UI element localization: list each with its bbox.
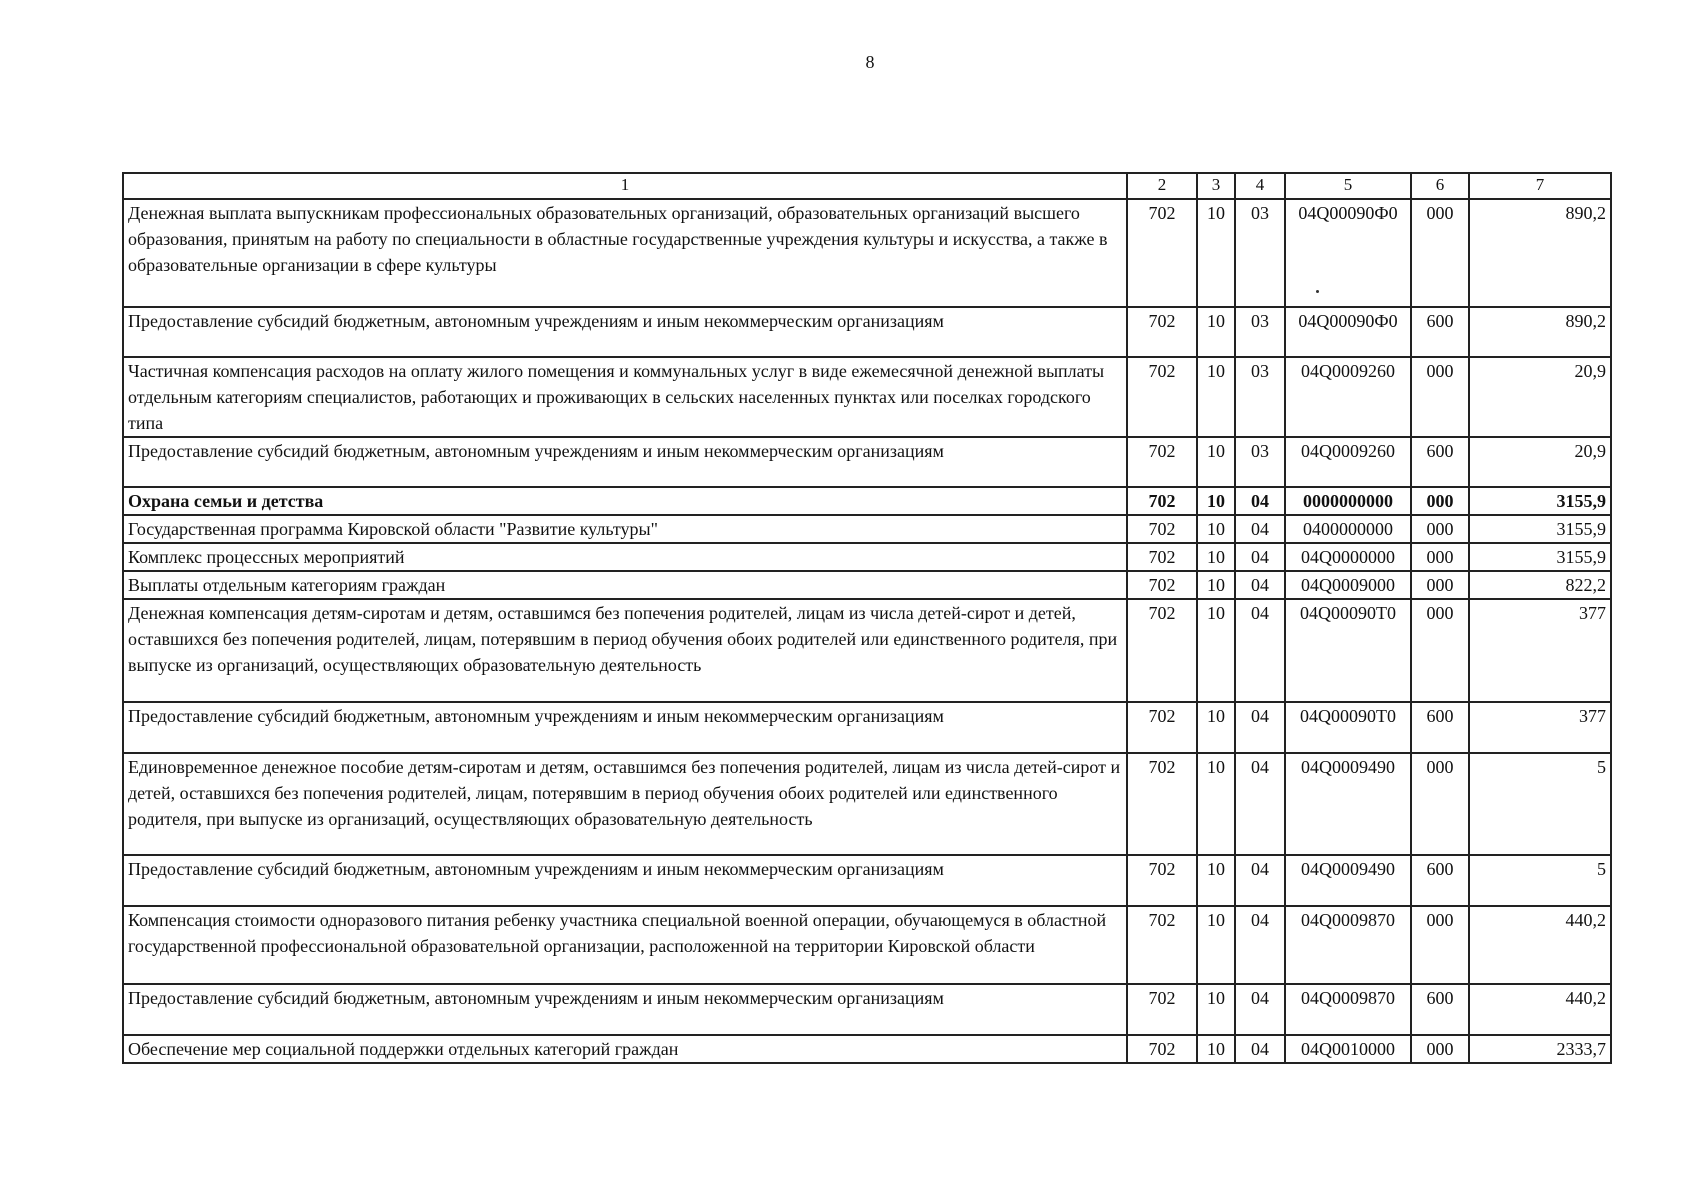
section-cell: 10 (1197, 437, 1235, 487)
scan-speck (1316, 290, 1319, 293)
code-cell: 702 (1127, 906, 1197, 984)
amount-cell: 440,2 (1469, 984, 1611, 1035)
code-cell: 702 (1127, 571, 1197, 599)
row-name-cell: Компенсация стоимости одноразового питания ребенку участника специальной военной операции, обучающемуся в областной государственной профессиональной образовательной организации, расположенной на территории Кировской области (123, 906, 1127, 984)
expense-type-cell: 600 (1411, 307, 1469, 357)
column-header: 6 (1411, 173, 1469, 199)
amount-cell: 3155,9 (1469, 515, 1611, 543)
expense-type-cell: 000 (1411, 906, 1469, 984)
table-row (123, 357, 1611, 437)
section-cell: 10 (1197, 599, 1235, 702)
amount-cell: 20,9 (1469, 357, 1611, 437)
row-name-cell: Охрана семьи и детства (123, 487, 1127, 515)
subsection-cell: 04 (1235, 702, 1285, 753)
section-cell: 10 (1197, 199, 1235, 307)
target-article-cell: 04Q00090Ф0 (1285, 307, 1411, 357)
column-header: 3 (1197, 173, 1235, 199)
table-row (123, 1035, 1611, 1063)
column-header: 2 (1127, 173, 1197, 199)
target-article-cell: 0000000000 (1285, 487, 1411, 515)
table-row (123, 199, 1611, 307)
subsection-cell: 03 (1235, 307, 1285, 357)
table-row (123, 515, 1611, 543)
amount-cell: 377 (1469, 702, 1611, 753)
column-header: 7 (1469, 173, 1611, 199)
target-article-cell: 04Q0009260 (1285, 437, 1411, 487)
amount-cell: 890,2 (1469, 199, 1611, 307)
row-name-cell: Предоставление субсидий бюджетным, автономным учреждениям и иным некоммерческим организациям (123, 437, 1127, 487)
amount-cell: 5 (1469, 855, 1611, 906)
code-cell: 702 (1127, 487, 1197, 515)
row-name-cell: Государственная программа Кировской области "Развитие культуры" (123, 515, 1127, 543)
row-name-cell: Обеспечение мер социальной поддержки отдельных категорий граждан (123, 1035, 1127, 1063)
subsection-cell: 04 (1235, 599, 1285, 702)
code-cell: 702 (1127, 199, 1197, 307)
expense-type-cell: 000 (1411, 571, 1469, 599)
expense-type-cell: 000 (1411, 1035, 1469, 1063)
amount-cell: 2333,7 (1469, 1035, 1611, 1063)
section-cell: 10 (1197, 515, 1235, 543)
section-cell: 10 (1197, 487, 1235, 515)
target-article-cell: 0400000000 (1285, 515, 1411, 543)
subsection-cell: 04 (1235, 753, 1285, 855)
subsection-cell: 03 (1235, 199, 1285, 307)
expense-type-cell: 000 (1411, 487, 1469, 515)
target-article-cell: 04Q00090Т0 (1285, 702, 1411, 753)
budget-table (122, 172, 1612, 1064)
amount-cell: 3155,9 (1469, 487, 1611, 515)
row-name-cell: Денежная компенсация детям-сиротам и детям, оставшимся без попечения родителей, лицам из числа детей-сирот и детей, оставшихся без попечения родителей, лицам, потерявшим в период обучения обоих родителей или единственного родителя, при выпуске из организаций, осуществляющих образовательную деятельность (123, 599, 1127, 702)
code-cell: 702 (1127, 599, 1197, 702)
expense-type-cell: 000 (1411, 199, 1469, 307)
table-row (123, 855, 1611, 906)
table-row (123, 906, 1611, 984)
expense-type-cell: 600 (1411, 855, 1469, 906)
table-row (123, 571, 1611, 599)
code-cell: 702 (1127, 307, 1197, 357)
code-cell: 702 (1127, 753, 1197, 855)
target-article-cell: 04Q00090Т0 (1285, 599, 1411, 702)
page-number: 8 (865, 52, 875, 72)
subsection-cell: 03 (1235, 437, 1285, 487)
column-header: 5 (1285, 173, 1411, 199)
row-name-cell: Предоставление субсидий бюджетным, автономным учреждениям и иным некоммерческим организациям (123, 855, 1127, 906)
subsection-cell: 04 (1235, 1035, 1285, 1063)
expense-type-cell: 000 (1411, 543, 1469, 571)
row-name-cell: Единовременное денежное пособие детям-сиротам и детям, оставшимся без попечения родителей, лицам из числа детей-сирот и детей, оставшихся без попечения родителей, лицам, потерявшим в период обучения обоих родителей или единственного родителя, при выпуске из организаций, осуществляющих образовательную деятельность (123, 753, 1127, 855)
amount-cell: 3155,9 (1469, 543, 1611, 571)
amount-cell: 377 (1469, 599, 1611, 702)
table-body (123, 199, 1611, 1063)
subsection-cell: 04 (1235, 571, 1285, 599)
expense-type-cell: 600 (1411, 702, 1469, 753)
table-row (123, 984, 1611, 1035)
subsection-cell: 03 (1235, 357, 1285, 437)
target-article-cell: 04Q00090Ф0 (1285, 199, 1411, 307)
target-article-cell: 04Q0009260 (1285, 357, 1411, 437)
target-article-cell: 04Q0009870 (1285, 906, 1411, 984)
section-cell: 10 (1197, 984, 1235, 1035)
target-article-cell: 04Q0010000 (1285, 1035, 1411, 1063)
section-cell: 10 (1197, 753, 1235, 855)
amount-cell: 822,2 (1469, 571, 1611, 599)
expense-type-cell: 000 (1411, 515, 1469, 543)
expense-type-cell: 000 (1411, 599, 1469, 702)
code-cell: 702 (1127, 984, 1197, 1035)
table-row (123, 487, 1611, 515)
amount-cell: 440,2 (1469, 906, 1611, 984)
target-article-cell: 04Q0009490 (1285, 753, 1411, 855)
table-row (123, 307, 1611, 357)
subsection-cell: 04 (1235, 515, 1285, 543)
expense-type-cell: 000 (1411, 357, 1469, 437)
section-cell: 10 (1197, 571, 1235, 599)
section-cell: 10 (1197, 357, 1235, 437)
expense-type-cell: 600 (1411, 437, 1469, 487)
table-row (123, 437, 1611, 487)
expense-type-cell: 600 (1411, 984, 1469, 1035)
header-row (123, 173, 1611, 199)
target-article-cell: 04Q0000000 (1285, 543, 1411, 571)
row-name-cell: Денежная выплата выпускникам профессиональных образовательных организаций, образовательных организаций высшего образования, принятым на работу по специальности в областные государственные учреждения культуры и искусства, а также в образовательные организации в сфере культуры (123, 199, 1127, 307)
section-cell: 10 (1197, 702, 1235, 753)
section-cell: 10 (1197, 307, 1235, 357)
code-cell: 702 (1127, 515, 1197, 543)
row-name-cell: Выплаты отдельным категориям граждан (123, 571, 1127, 599)
code-cell: 702 (1127, 1035, 1197, 1063)
section-cell: 10 (1197, 543, 1235, 571)
target-article-cell: 04Q0009870 (1285, 984, 1411, 1035)
row-name-cell: Комплекс процессных мероприятий (123, 543, 1127, 571)
column-header: 1 (123, 173, 1127, 199)
amount-cell: 890,2 (1469, 307, 1611, 357)
table-row (123, 599, 1611, 702)
section-cell: 10 (1197, 906, 1235, 984)
amount-cell: 5 (1469, 753, 1611, 855)
table-row (123, 543, 1611, 571)
table-row (123, 702, 1611, 753)
subsection-cell: 04 (1235, 855, 1285, 906)
column-header: 4 (1235, 173, 1285, 199)
row-name-cell: Предоставление субсидий бюджетным, автономным учреждениям и иным некоммерческим организациям (123, 307, 1127, 357)
target-article-cell: 04Q0009490 (1285, 855, 1411, 906)
table-row (123, 753, 1611, 855)
subsection-cell: 04 (1235, 906, 1285, 984)
row-name-cell: Частичная компенсация расходов на оплату жилого помещения и коммунальных услуг в виде ежемесячной денежной выплаты отдельным категориям специалистов, работающих и проживающих в сельских населенных пунктах или поселках городского типа (123, 357, 1127, 437)
row-name-cell: Предоставление субсидий бюджетным, автономным учреждениям и иным некоммерческим организациям (123, 984, 1127, 1035)
expense-type-cell: 000 (1411, 753, 1469, 855)
amount-cell: 20,9 (1469, 437, 1611, 487)
code-cell: 702 (1127, 702, 1197, 753)
code-cell: 702 (1127, 437, 1197, 487)
target-article-cell: 04Q0009000 (1285, 571, 1411, 599)
code-cell: 702 (1127, 543, 1197, 571)
row-name-cell: Предоставление субсидий бюджетным, автономным учреждениям и иным некоммерческим организациям (123, 702, 1127, 753)
subsection-cell: 04 (1235, 984, 1285, 1035)
code-cell: 702 (1127, 855, 1197, 906)
section-cell: 10 (1197, 855, 1235, 906)
section-cell: 10 (1197, 1035, 1235, 1063)
subsection-cell: 04 (1235, 487, 1285, 515)
code-cell: 702 (1127, 357, 1197, 437)
subsection-cell: 04 (1235, 543, 1285, 571)
